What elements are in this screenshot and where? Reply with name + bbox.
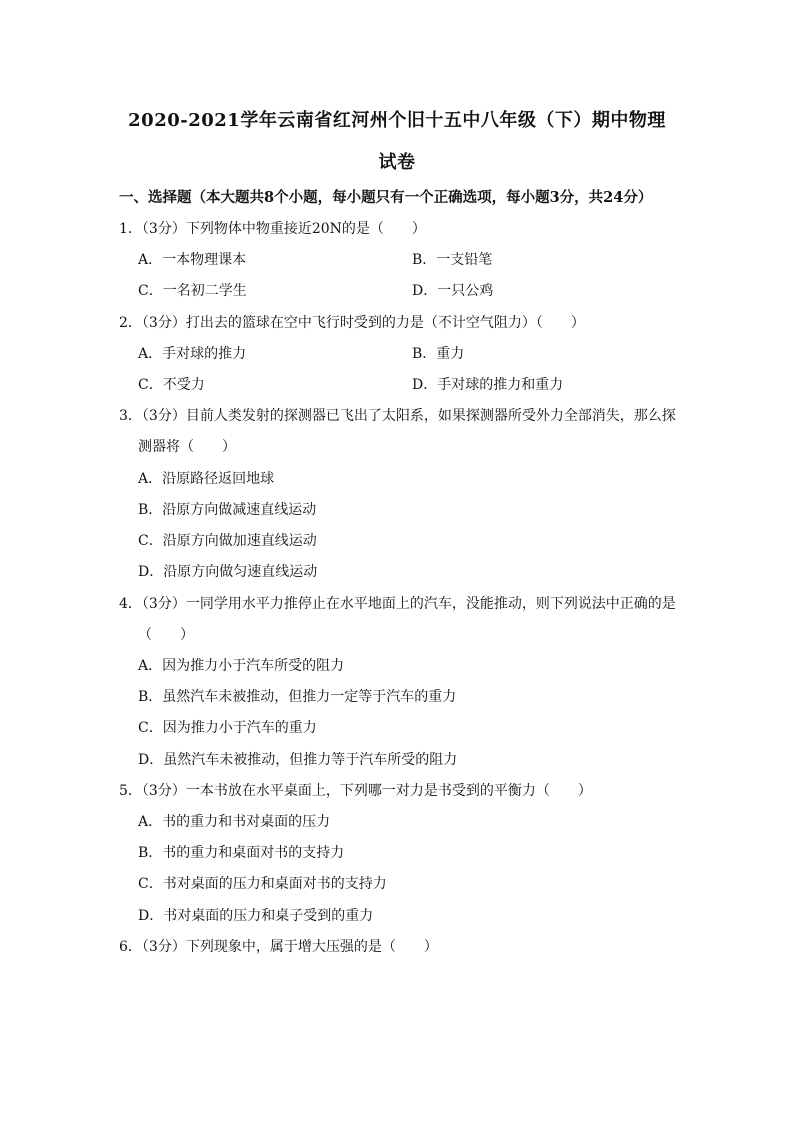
question-1-stem: 1．（3分）下列物体中物重接近20N的是（ ） xyxy=(119,221,426,237)
question-4-option-d: D．虽然汽车未被推动，但推力等于汽车所受的阻力 xyxy=(138,752,458,768)
question-1-option-c: C．一名初二学生 xyxy=(138,283,247,299)
question-2-option-c: C．不受力 xyxy=(138,377,205,393)
question-2-option-a: A．手对球的推力 xyxy=(138,346,247,362)
question-4-stem: 4．（3分）一同学用水平力推停止在水平地面上的汽车，没能推动，则下列说法中正确的是 xyxy=(119,596,676,612)
question-5-option-a: A．书的重力和书对桌面的压力 xyxy=(138,814,331,830)
question-1-option-a: A．一本物理课本 xyxy=(138,252,247,268)
question-2-stem: 2．（3分）打出去的篮球在空中飞行时受到的力是（不计空气阻力）（ ） xyxy=(119,315,585,331)
question-1-option-d: D．一只公鸡 xyxy=(412,283,494,299)
question-5-option-b: B．书的重力和桌面对书的支持力 xyxy=(138,845,345,861)
question-6-stem: 6．（3分）下列现象中，属于增大压强的是（ ） xyxy=(119,939,438,955)
question-3-option-d: D．沿原方向做匀速直线运动 xyxy=(138,564,318,580)
question-3-stem: 3．（3分）目前人类发射的探测器已飞出了太阳系，如果探测器所受外力全部消失，那么探 xyxy=(119,408,676,424)
question-3-option-a: A．沿原路径返回地球 xyxy=(138,471,275,487)
question-5-stem: 5．（3分）一本书放在水平桌面上，下列哪一对力是书受到的平衡力（ ） xyxy=(119,783,592,799)
question-1-option-b: B．一支铅笔 xyxy=(412,252,493,268)
section-heading: 一、选择题（本大题共8个小题，每小题只有一个正确选项，每小题3分，共24分） xyxy=(119,189,653,206)
question-3-option-c: C．沿原方向做加速直线运动 xyxy=(138,533,317,549)
question-3-option-b: B．沿原方向做减速直线运动 xyxy=(138,502,317,518)
question-4-option-b: B．虽然汽车未被推动，但推力一定等于汽车的重力 xyxy=(138,689,457,705)
question-2-option-d: D．手对球的推力和重力 xyxy=(412,377,564,393)
question-2-option-b: B．重力 xyxy=(412,346,465,362)
question-4-stem-cont: （ ） xyxy=(138,627,194,643)
question-4-option-a: A．因为推力小于汽车所受的阻力 xyxy=(138,658,345,674)
exam-title-line1: 2020-2021学年云南省红河州个旧十五中八年级（下）期中物理 xyxy=(128,110,666,131)
question-4-option-c: C．因为推力小于汽车的重力 xyxy=(138,720,317,736)
question-5-option-c: C．书对桌面的压力和桌面对书的支持力 xyxy=(138,876,387,892)
question-3-stem-cont: 测器将（ ） xyxy=(138,439,236,455)
question-5-option-d: D．书对桌面的压力和桌子受到的重力 xyxy=(138,908,374,924)
exam-title-line2: 试卷 xyxy=(378,152,416,173)
